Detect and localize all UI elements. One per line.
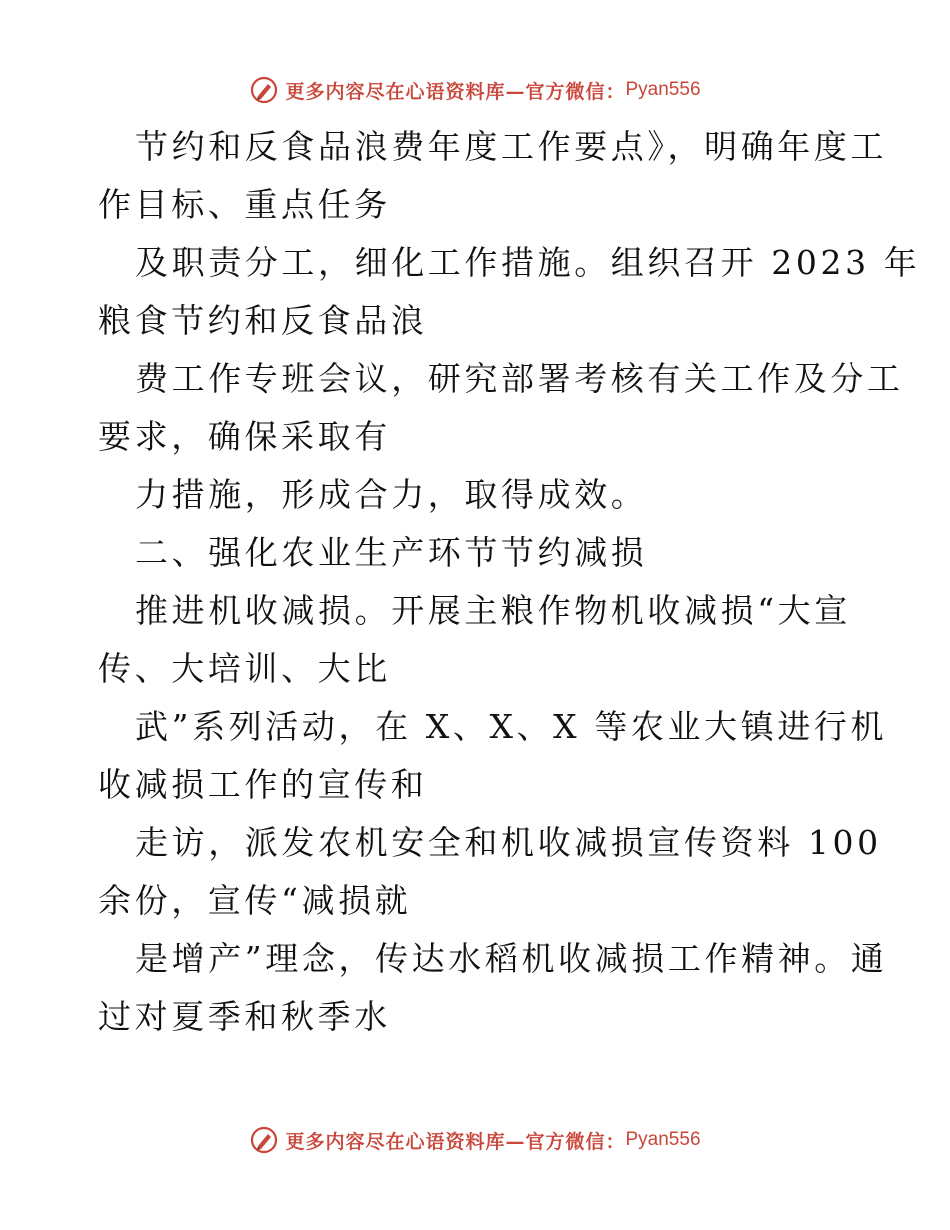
body-line-16: 过对夏季和秋季水 (98, 997, 391, 1036)
body-line-5: 费工作专班会议，研究部署考核有关工作及分工 (135, 359, 904, 398)
pen-logo-icon (249, 75, 279, 105)
footer-banner-account: Pyan556 (625, 1129, 701, 1150)
body-line-10: 传、大培训、大比 (98, 649, 391, 688)
footer-banner-text: 更多内容尽在心语资料库—官方微信： (285, 1130, 626, 1153)
body-line-6: 要求，确保采取有 (98, 417, 391, 456)
body-line-11: 武”系列活动，在 X、X、X 等农业大镇进行机 (135, 707, 888, 746)
body-line-2: 作目标、重点任务 (98, 185, 391, 224)
document-body (98, 118, 921, 1046)
body-line-14: 余份，宣传“减损就 (98, 881, 412, 920)
section-heading: 二、强化农业生产环节节约减损 (135, 533, 648, 572)
header-banner-text: 更多内容尽在心语资料库—官方微信： (285, 80, 626, 103)
body-line-15: 是增产”理念，传达水稻机收减损工作精神。通 (135, 939, 888, 978)
pen-logo-icon (249, 1125, 279, 1155)
footer-watermark (0, 1120, 950, 1160)
body-line-7: 力措施，形成合力，取得成效。 (135, 475, 648, 514)
body-line-4: 粮食节约和反食品浪 (98, 301, 428, 340)
body-line-12: 收减损工作的宣传和 (98, 765, 428, 804)
body-line-13: 走访，派发农机安全和机收减损宣传资料 100 (135, 823, 882, 862)
body-line-1: 节约和反食品浪费年度工作要点》，明确年度工 (135, 127, 888, 166)
body-line-9: 推进机收减损。开展主粮作物机收减损“大宣 (135, 591, 851, 630)
header-watermark (0, 70, 950, 110)
body-line-3: 及职责分工，细化工作措施。组织召开 2023 年 (135, 243, 921, 282)
header-banner-account: Pyan556 (625, 79, 701, 100)
